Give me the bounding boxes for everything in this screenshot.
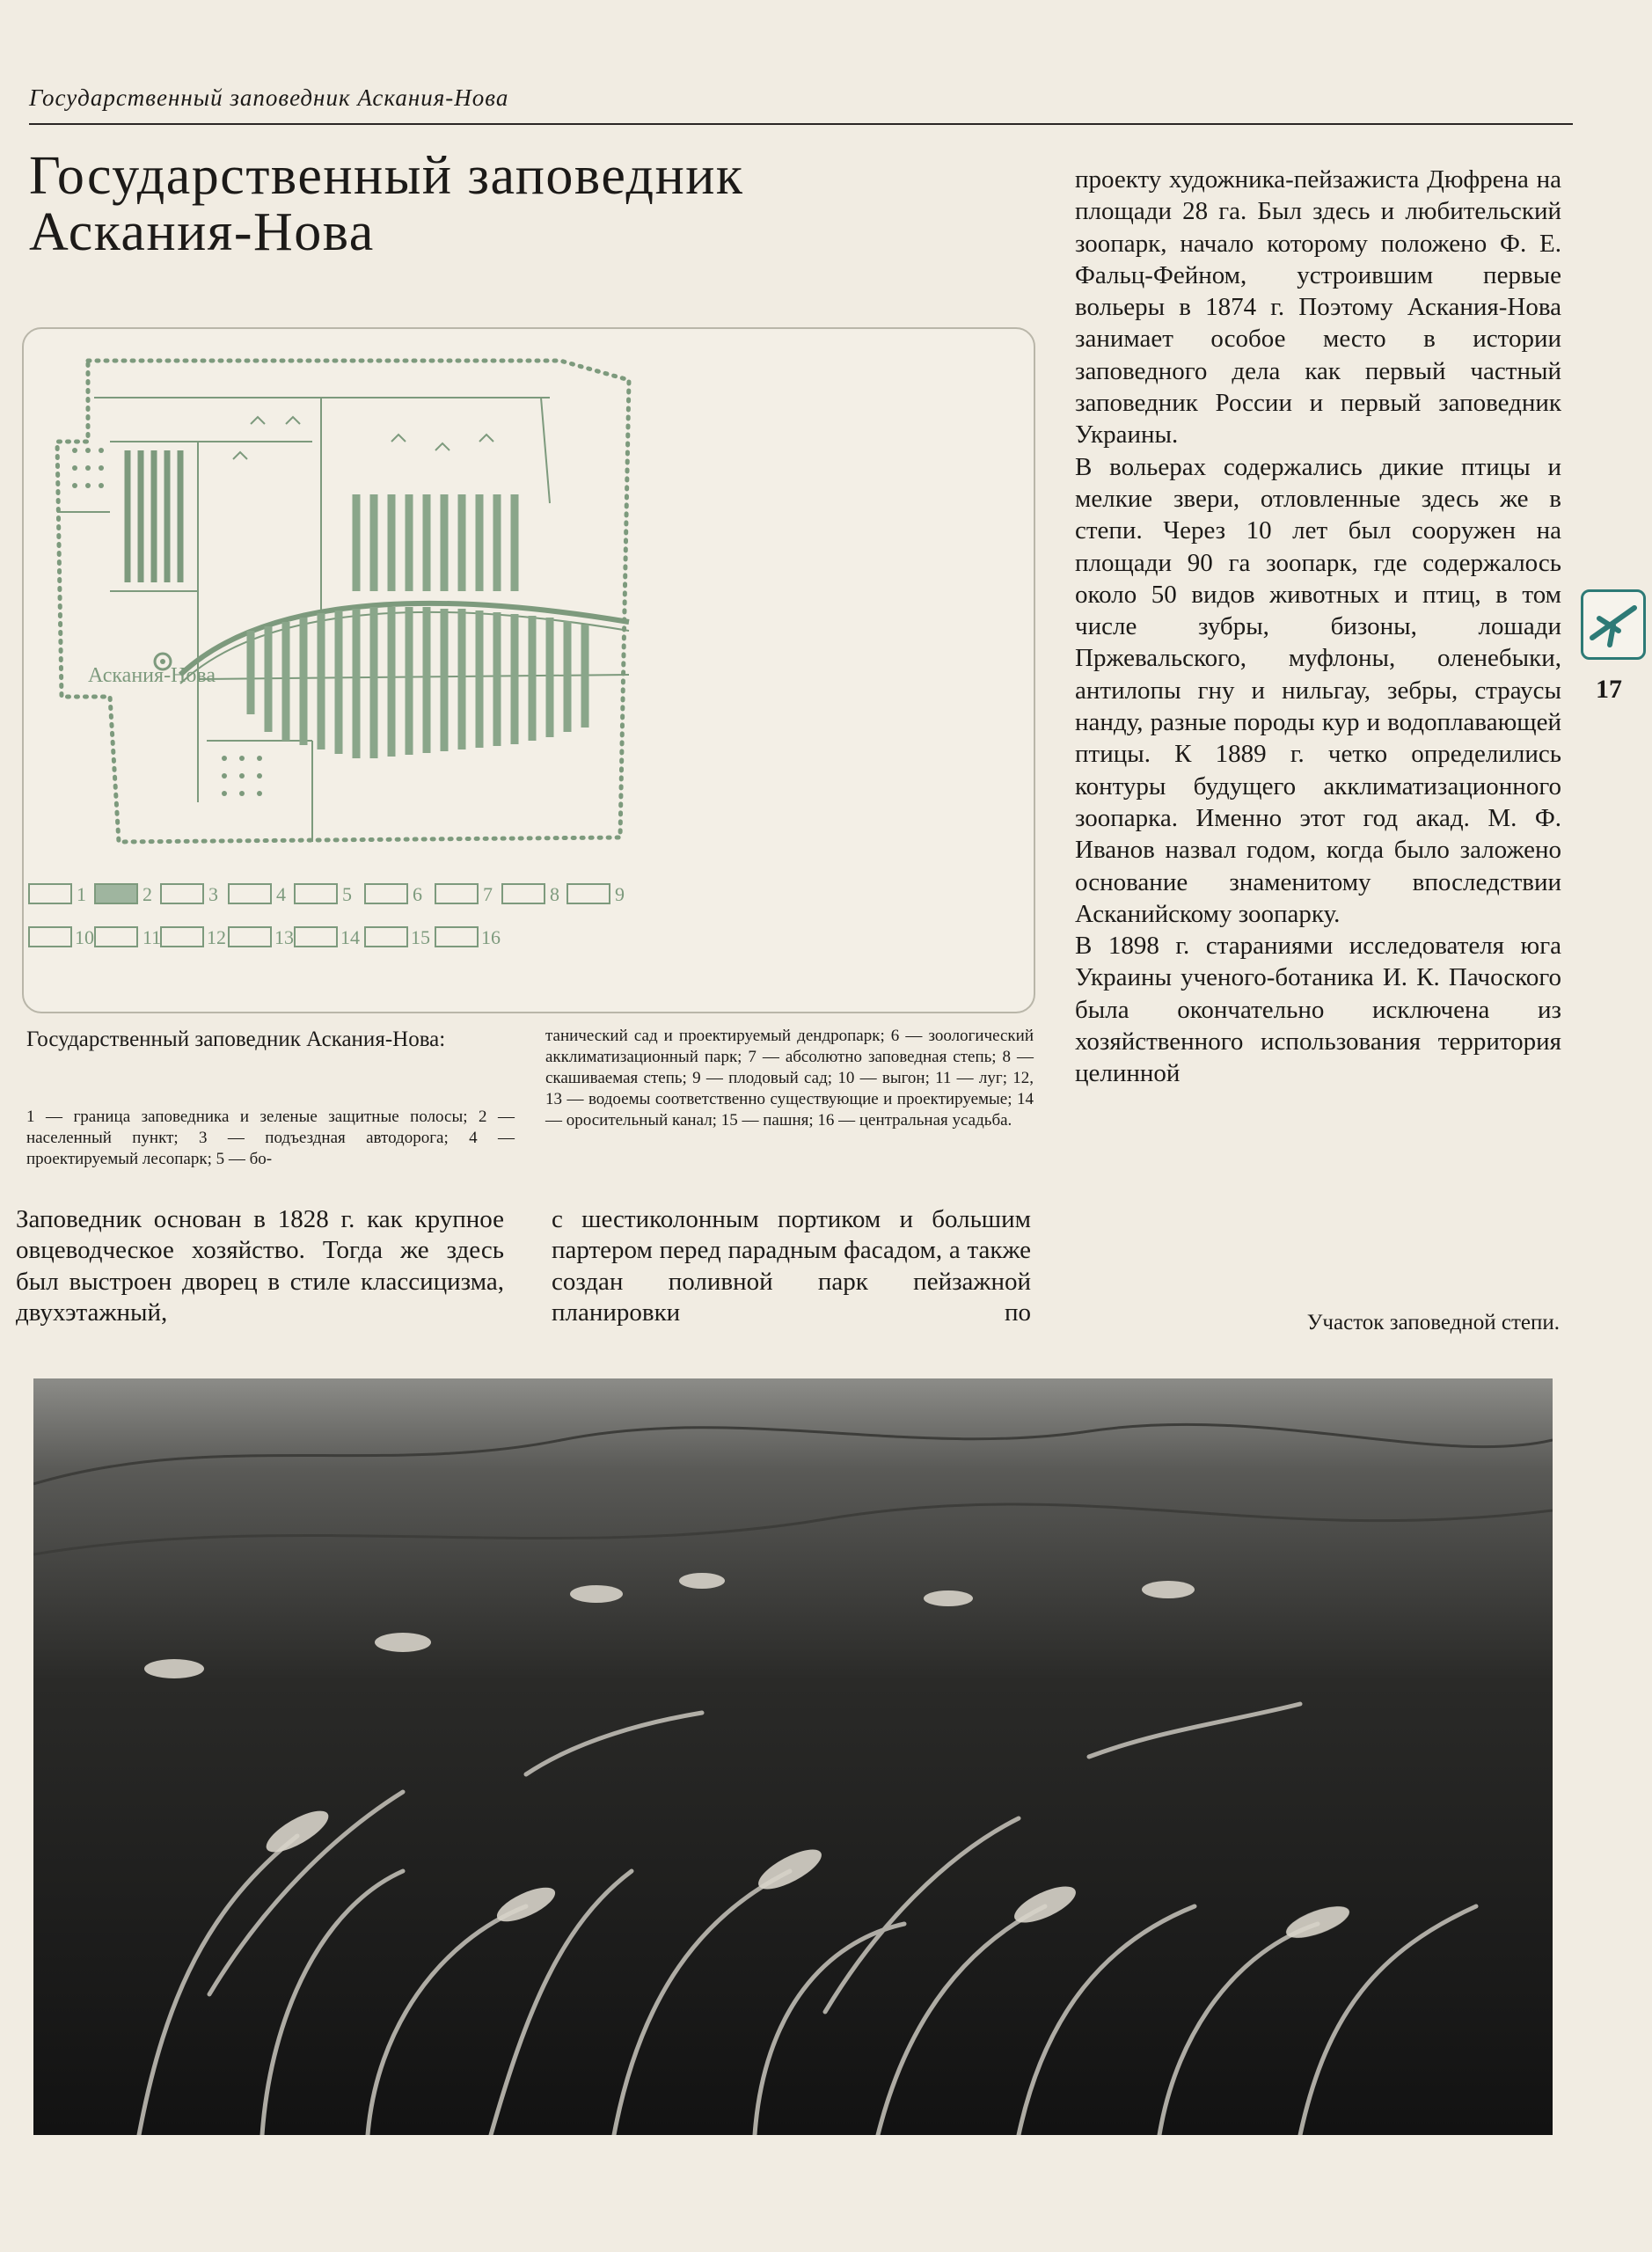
- map-caption-title: Государственный заповедник Аскания-Нова:: [26, 1027, 446, 1051]
- legend-number-6: 6: [413, 883, 422, 905]
- legend-number-9: 9: [615, 883, 625, 905]
- article-title: [29, 148, 1023, 260]
- legend-number-10: 10: [75, 926, 94, 948]
- page-number: 17: [1596, 675, 1622, 704]
- column-3-paragraph-2: В вольерах содержались дикие птицы и мелкие звери, отловленные здесь же в степи. Через 10 лет был сооружен на площади 90 га зоопарк, где содержалось около 50 видов животных и птиц, в том числе зубры, бизоны, лошади Пржевальского, муфлоны, оленебыки, антилопы гну и нильгау, зебры, страусы нанду, разные породы кур и водоплавающей птицы. К 1889 г. четко определились контуры будущего акклиматизационного зоопарка. Именно этот год акад. М. Ф. Иванов назвал годом, когда было заложено основание знаменитому впоследствии Асканийскому зоопарку.: [1075, 452, 1561, 928]
- legend-number-1: 1: [77, 883, 86, 905]
- reserve-emblem-icon: [1581, 589, 1646, 660]
- legend-number-2: 2: [143, 883, 152, 905]
- legend-number-15: 15: [411, 926, 430, 948]
- legend-number-7: 7: [483, 883, 493, 905]
- running-header: Государственный заповедник Аскания-Нова: [29, 84, 509, 111]
- legend-number-11: 11: [143, 926, 162, 948]
- map-place-label: Аскания-Нова: [88, 664, 216, 687]
- legend-number-5: 5: [342, 883, 352, 905]
- body-column-3: [1075, 164, 1561, 1090]
- legend-number-4: 4: [276, 883, 286, 905]
- reserve-map: [22, 327, 1034, 1013]
- legend-number-14: 14: [340, 926, 360, 948]
- column-3-paragraph-1: проекту художника-пейзажиста Дюфрена на площади 28 га. Был здесь и любительский зоопарк, начало которому положено Ф. Е. Фальц-Фейном, устроившим первые вольеры в 1874 г. Поэтому Аскания-Нова занимает особое место в истории заповедного дела как первый частный заповедник России и первый заповедник Украины.: [1075, 165, 1561, 450]
- legend-number-13: 13: [274, 926, 294, 948]
- map-caption-legend-part1: 1 — граница заповедника и зеленые защитные полосы; 2 — населенный пункт; 3 — подъездная автодорога; 4 — проектируемый лесопарк; 5 — бо-: [26, 1108, 515, 1168]
- legend-number-16: 16: [481, 926, 501, 948]
- article-title-line1: Государственный заповедник: [29, 146, 744, 206]
- article-title-line2: Аскания-Нова: [29, 202, 375, 262]
- photo-caption: Участок заповедной степи.: [1306, 1311, 1560, 1334]
- legend-number-3: 3: [208, 883, 218, 905]
- body-column-1: Заповедник основан в 1828 г. как крупное овцеводческое хозяйство. Тогда же здесь был выстроен дворец в стиле классицизма, двухэтажный,: [16, 1205, 504, 1327]
- map-caption-legend-part2: танический сад и проектируемый дендропарк; 6 — зоологический акклиматизационный парк; 7 — абсолютно заповедная степь; 8 — скашиваемая степь; 9 — плодовый сад; 10 — выгон; 11 — луг; 12, 13 — водоемы соответственно существующие и проектируемые; 14 — оросительный канал; 15 — пашня; 16 — центральная усадьба.: [545, 1027, 1034, 1130]
- column-3-paragraph-3: В 1898 г. стараниями исследователя юга Украины ученого-ботаника И. К. Пачоского была окончательно исключена из хозяйственного использования территория целинной: [1075, 932, 1561, 1088]
- legend-number-8: 8: [550, 883, 559, 905]
- body-column-2: с шестиколонным портиком и большим партером перед парадным фасадом, а также создан поливной парк пейзажной планировки по: [552, 1205, 1031, 1327]
- legend-number-12: 12: [207, 926, 226, 948]
- header-rule: [29, 123, 1573, 125]
- steppe-photo: [33, 1378, 1553, 2135]
